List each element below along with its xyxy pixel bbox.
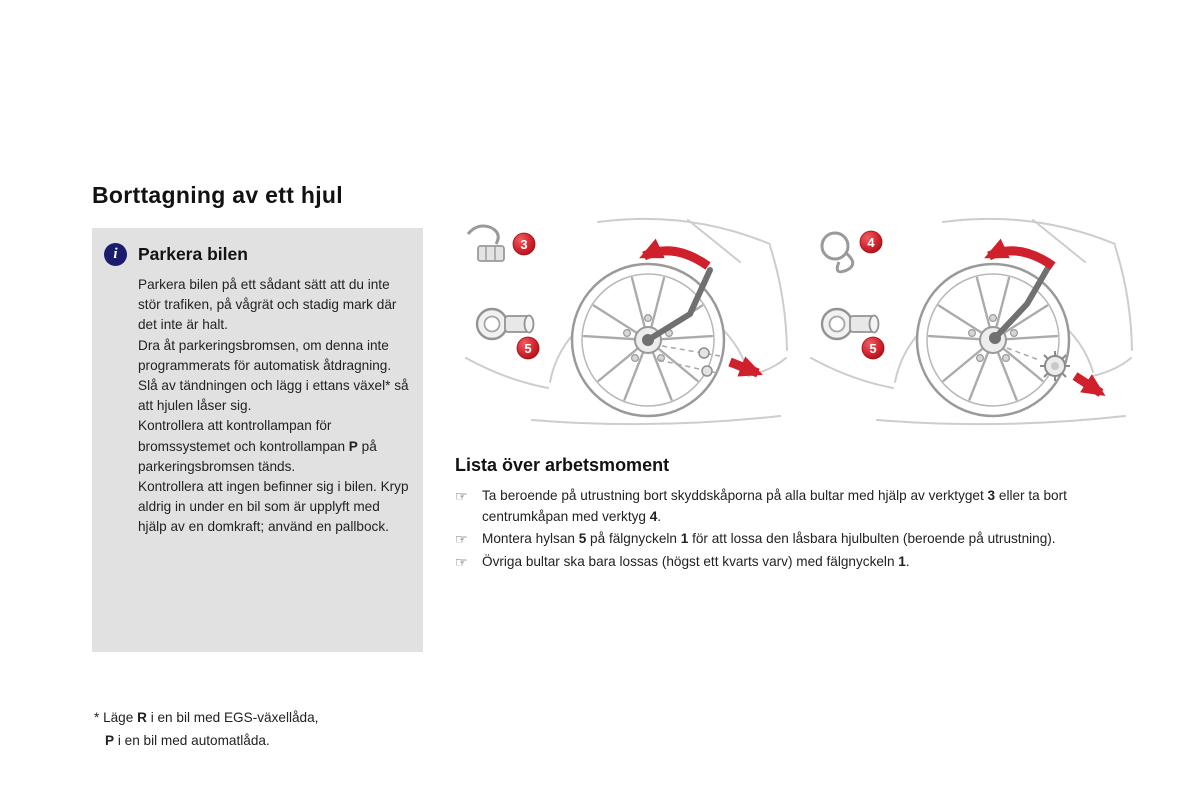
footnote [94,706,318,752]
callout-number-5: 5 [869,341,877,356]
wire-hook-tool [822,233,853,272]
bolt-cap-removal-tool [468,226,504,261]
pointing-hand-icon: ☞ [455,488,468,504]
info-box-body [138,275,409,538]
worklist-item-text: Ta beroende på utrustning bort skyddskåporna på alla bultar med hjälp av verktyget 3 eller ta bort centrumkåpan med verktyg 4. [482,488,1067,524]
info-box-heading: Parkera bilen [138,244,248,264]
footnote-line-2: P i en bil med automatlåda. [105,733,270,748]
worklist-item-3 [455,552,1147,573]
socket-tool [822,309,879,339]
left-illustration-svg [448,210,788,438]
callout-number-3: 3 [520,237,528,252]
wheel-removal-illustration-right [793,210,1133,438]
page-title: Borttagning av ett hjul [92,182,343,208]
bolt-extraction-arrow [1075,376,1101,393]
info-box [92,228,423,652]
worklist-item-text: Montera hylsan 5 på fälgnyckeln 1 för att lossa den låsbara hjulbulten (beroende på utrustning). [482,531,1056,546]
bolt-extraction-arrow [730,362,758,373]
info-paragraph-2: Dra åt parkeringsbromsen, om denna inte programmerats för automatisk åtdragning. Slå av tändningen och lägg i ettans växel* så att hjulen låser sig. [138,337,409,414]
pointing-hand-icon: ☞ [455,553,468,570]
callout-badge-3 [513,233,535,255]
worklist-item-text: Övriga bultar ska bara lossas (högst ett kvarts varv) med fälgnyckeln 1. [482,553,910,569]
callout-badge-5 [517,337,539,359]
info-paragraph-3: Kontrollera att kontrollampan för bromssystemet och kontrollampan P på parkeringsbromsen tänds. [138,418,377,474]
info-paragraph-4: Kontrollera att ingen befinner sig i bilen. Kryp aldrig in under en bil som är upplyft med hjälp av en domkraft; använd en pallbock. [138,479,409,535]
info-circle-icon: i [104,243,127,266]
right-illustration-svg [793,210,1133,438]
wheel-removal-illustration-left [448,210,788,438]
worklist-item-1 [455,486,1147,527]
pointing-hand-icon: ☞ [455,531,468,547]
callout-number-5: 5 [524,341,532,356]
worklist [455,486,1147,574]
worklist-item-2 [455,529,1147,550]
worklist-heading: Lista över arbetsmoment [455,455,670,475]
info-paragraph-1: Parkera bilen på ett sådant sätt att du inte stör trafiken, på vågrät och stadig mark där det inte är halt. [138,277,397,333]
socket-tool [477,309,534,339]
callout-number-4: 4 [867,235,875,250]
info-box-header [104,243,409,266]
callout-badge-5 [862,337,884,359]
callout-badge-4 [860,231,882,253]
footnote-line-1: * Läge R i en bil med EGS-växellåda, [94,710,319,725]
